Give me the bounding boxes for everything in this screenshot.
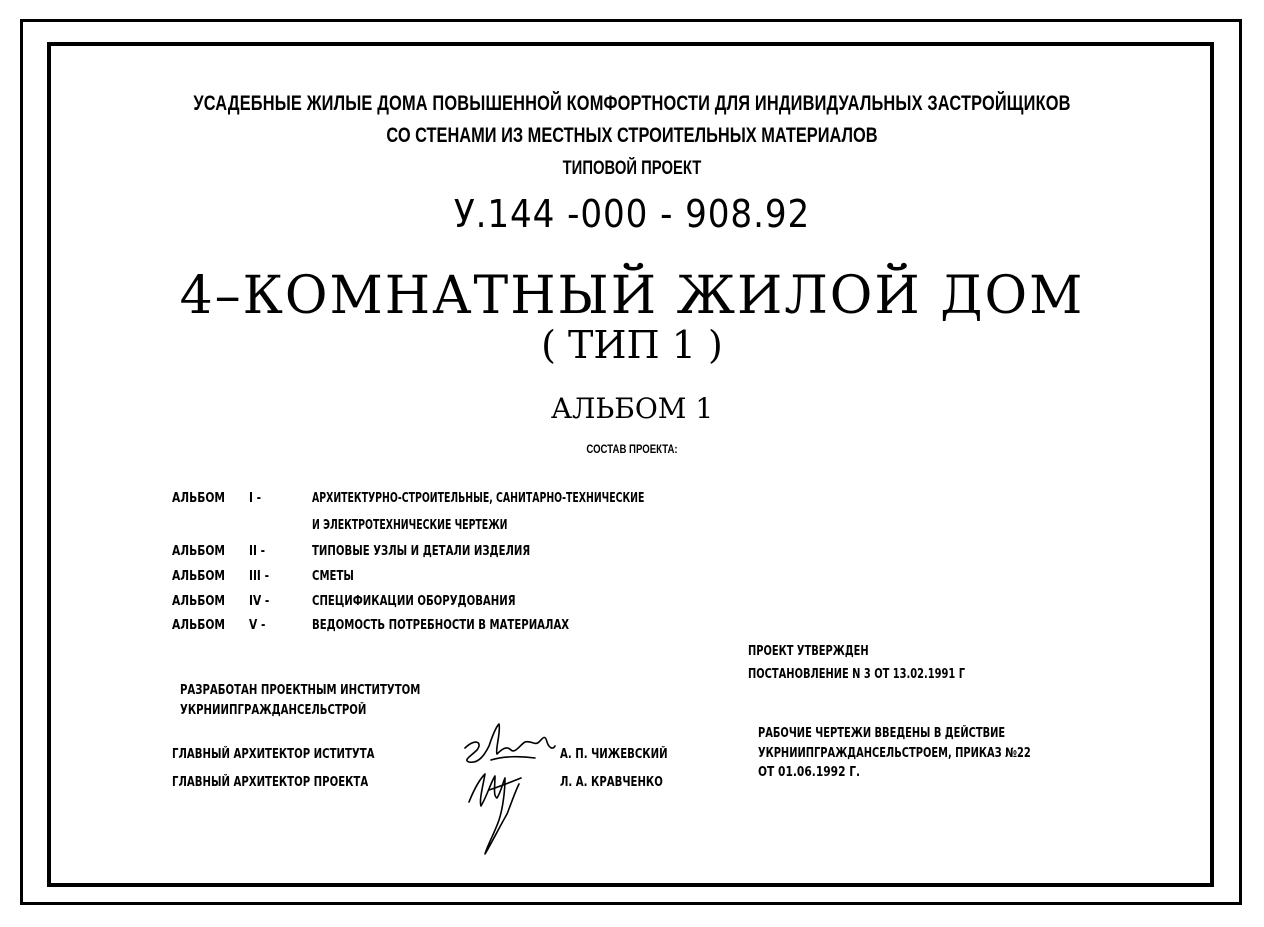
handwritten-signatures	[455, 720, 565, 860]
album-number: III -	[249, 569, 270, 584]
album-prefix: АЛЬБОМ	[172, 569, 226, 584]
enacted-line-2: УКРНИИПГРАЖДАНСЕЛЬСТРОЕМ, ПРИКАЗ №22	[758, 746, 1031, 761]
enacted-line-3: ОТ 01.06.1992 Г.	[758, 765, 861, 780]
album-prefix: АЛЬБОМ	[172, 491, 226, 506]
album-description: АРХИТЕКТУРНО-СТРОИТЕЛЬНЫЕ, САНИТАРНО-ТЕХНИЧЕСКИЕ	[312, 491, 645, 506]
project-code: У.144 -000 - 908.92	[453, 192, 811, 236]
album-number: V -	[249, 618, 266, 633]
signature-name: Л. А. КРАВЧЕНКО	[560, 775, 663, 790]
approval-line-1: ПРОЕКТ УТВЕРЖДЕН	[748, 644, 869, 659]
signature-name: А. П. ЧИЖЕВСКИЙ	[560, 747, 668, 762]
developer-line-1: РАЗРАБОТАН ПРОЕКТНЫМ ИНСТИТУТОМ	[180, 683, 421, 698]
album-number: II -	[249, 544, 266, 559]
header-line-2: СО СТЕНАМИ ИЗ МЕСТНЫХ СТРОИТЕЛЬНЫХ МАТЕРИАЛОВ	[386, 124, 878, 147]
developer-line-2: УКРНИИПГРАЖДАНСЕЛЬСТРОЙ	[180, 703, 367, 718]
signature-role: ГЛАВНЫЙ АРХИТЕКТОР ПРОЕКТА	[172, 775, 369, 790]
album-number: I -	[249, 491, 262, 506]
approval-line-2: ПОСТАНОВЛЕНИЕ N 3 ОТ 13.02.1991 Г	[748, 667, 966, 682]
album-prefix: АЛЬБОМ	[172, 618, 226, 633]
album-prefix: АЛЬБОМ	[172, 544, 226, 559]
album-description: ВЕДОМОСТЬ ПОТРЕБНОСТИ В МАТЕРИАЛАХ	[312, 618, 570, 633]
document-subtitle: ( ТИП 1 )	[541, 323, 723, 367]
album-title: АЛЬБОМ 1	[550, 392, 714, 425]
album-description: СПЕЦИФИКАЦИИ ОБОРУДОВАНИЯ	[312, 594, 516, 609]
album-description: СМЕТЫ	[312, 569, 354, 584]
album-prefix: АЛЬБОМ	[172, 594, 226, 609]
album-number: IV -	[249, 594, 270, 609]
header-line-3: ТИПОВОЙ ПРОЕКТ	[562, 158, 702, 179]
composition-label: СОСТАВ ПРОЕКТА:	[586, 442, 678, 456]
signature-role: ГЛАВНЫЙ АРХИТЕКТОР ИСТИТУТА	[172, 747, 375, 762]
enacted-line-1: РАБОЧИЕ ЧЕРТЕЖИ ВВЕДЕНЫ В ДЕЙСТВИЕ	[758, 726, 1006, 741]
header-line-1: УСАДЕБНЫЕ ЖИЛЫЕ ДОМА ПОВЫШЕННОЙ КОМФОРТНОСТИ ДЛЯ ИНДИВИДУАЛЬНЫХ ЗАСТРОЙЩИКОВ	[193, 92, 1071, 115]
album-description: И ЭЛЕКТРОТЕХНИЧЕСКИЕ ЧЕРТЕЖИ	[312, 518, 508, 533]
album-description: ТИПОВЫЕ УЗЛЫ И ДЕТАЛИ ИЗДЕЛИЯ	[312, 544, 531, 559]
document-title: 4–КОМНАТНЫЙ ЖИЛОЙ ДОМ	[179, 266, 1085, 326]
